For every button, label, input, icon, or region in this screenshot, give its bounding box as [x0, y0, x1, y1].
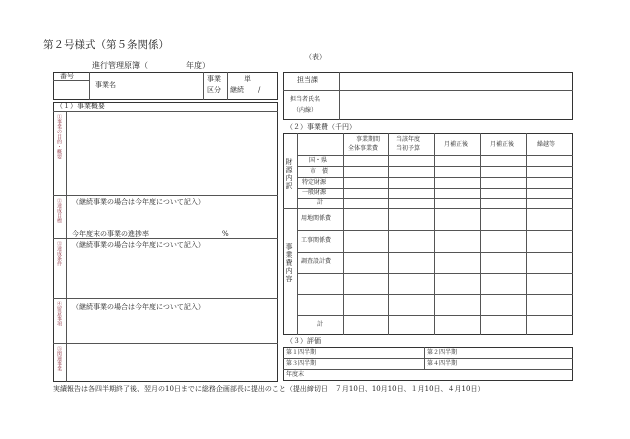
funding-row-3: 特定財源 [302, 179, 327, 186]
section-2-progress: 今年度末の事業の進捗率 [72, 230, 149, 238]
person-name-label-1: 担当者氏名 [290, 96, 321, 103]
funding-row-4: 一般財源 [302, 189, 327, 196]
col-revised-1: 月補正後 [444, 141, 469, 148]
funding-row-2: 市 債 [310, 168, 329, 175]
continuing-label: 継続 [230, 86, 244, 94]
evaluation-header: （３）評価 [286, 337, 321, 345]
section-2-label: ②達成目標 [56, 198, 62, 223]
project-name-label: 事業名 [95, 81, 116, 89]
section-1-label: ①事業の目的・概要 [56, 114, 62, 159]
content-row-1: 用地関係費 [301, 215, 332, 222]
category-label-2: 区分 [207, 86, 221, 94]
single-label: 単 [244, 75, 251, 83]
ledger-year: 年度） [186, 61, 210, 70]
eval-q4: 第４四半期 [427, 360, 458, 367]
side-label: （表） [305, 53, 326, 61]
person-label: 担当課 [297, 76, 318, 84]
ledger-title: 進行管理原簿（ [92, 61, 148, 70]
col-initial-2: 当初予算 [396, 145, 421, 152]
col-total-2: 全体事業費 [348, 145, 379, 152]
content-label: 事業費内容 [285, 243, 293, 283]
col-revised-2: 月補正後 [490, 141, 515, 148]
col-total-1: 事業期間 [356, 136, 381, 143]
funding-row-1: 国・県 [309, 157, 328, 164]
costs-header: （２）事業費（千円） [286, 123, 356, 131]
number-label: 番号 [60, 72, 74, 80]
footer-note: 実績報告は各四半期終了後、翌月の10日までに総務企画部長に提出のこと（提出締切日 ７月10日、10月10日、１月10日、４月10日） [53, 385, 485, 393]
funding-row-5: 計 [317, 199, 324, 206]
person-table [283, 72, 573, 120]
col-initial-1: 当該年度 [396, 136, 421, 143]
form-title: 第２号様式（第５条関係） [43, 39, 169, 51]
content-row-2: 工事関係費 [301, 237, 332, 244]
slash: / [258, 86, 261, 94]
section-2-note: （継続事業の場合は今年度について記入） [72, 198, 205, 206]
section-3-label: ③達成条件 [56, 241, 62, 266]
section-4-note: （継続事業の場合は今年度について記入） [72, 303, 205, 311]
overview-header: （１）事業概要 [56, 102, 105, 110]
content-row-total: 計 [317, 321, 324, 328]
eval-q1: 第１四半期 [286, 349, 317, 356]
section-5-label: ⑤関連事業 [56, 346, 62, 371]
section-4-label: ④留意事項 [56, 301, 62, 326]
eval-q2: 第２四半期 [427, 349, 458, 356]
section-3-note: （継続事業の場合は今年度について記入） [72, 241, 205, 249]
category-label-1: 事業 [207, 75, 221, 83]
eval-q3: 第３四半期 [286, 360, 317, 367]
col-carry: 繰越等 [537, 141, 556, 148]
eval-year-end: 年度末 [286, 371, 305, 378]
section-2-percent: % [222, 230, 229, 238]
funding-label: 財源内訳 [285, 158, 293, 190]
person-name-label-2: （内線） [293, 107, 318, 114]
content-row-3: 調査設計費 [301, 258, 332, 265]
